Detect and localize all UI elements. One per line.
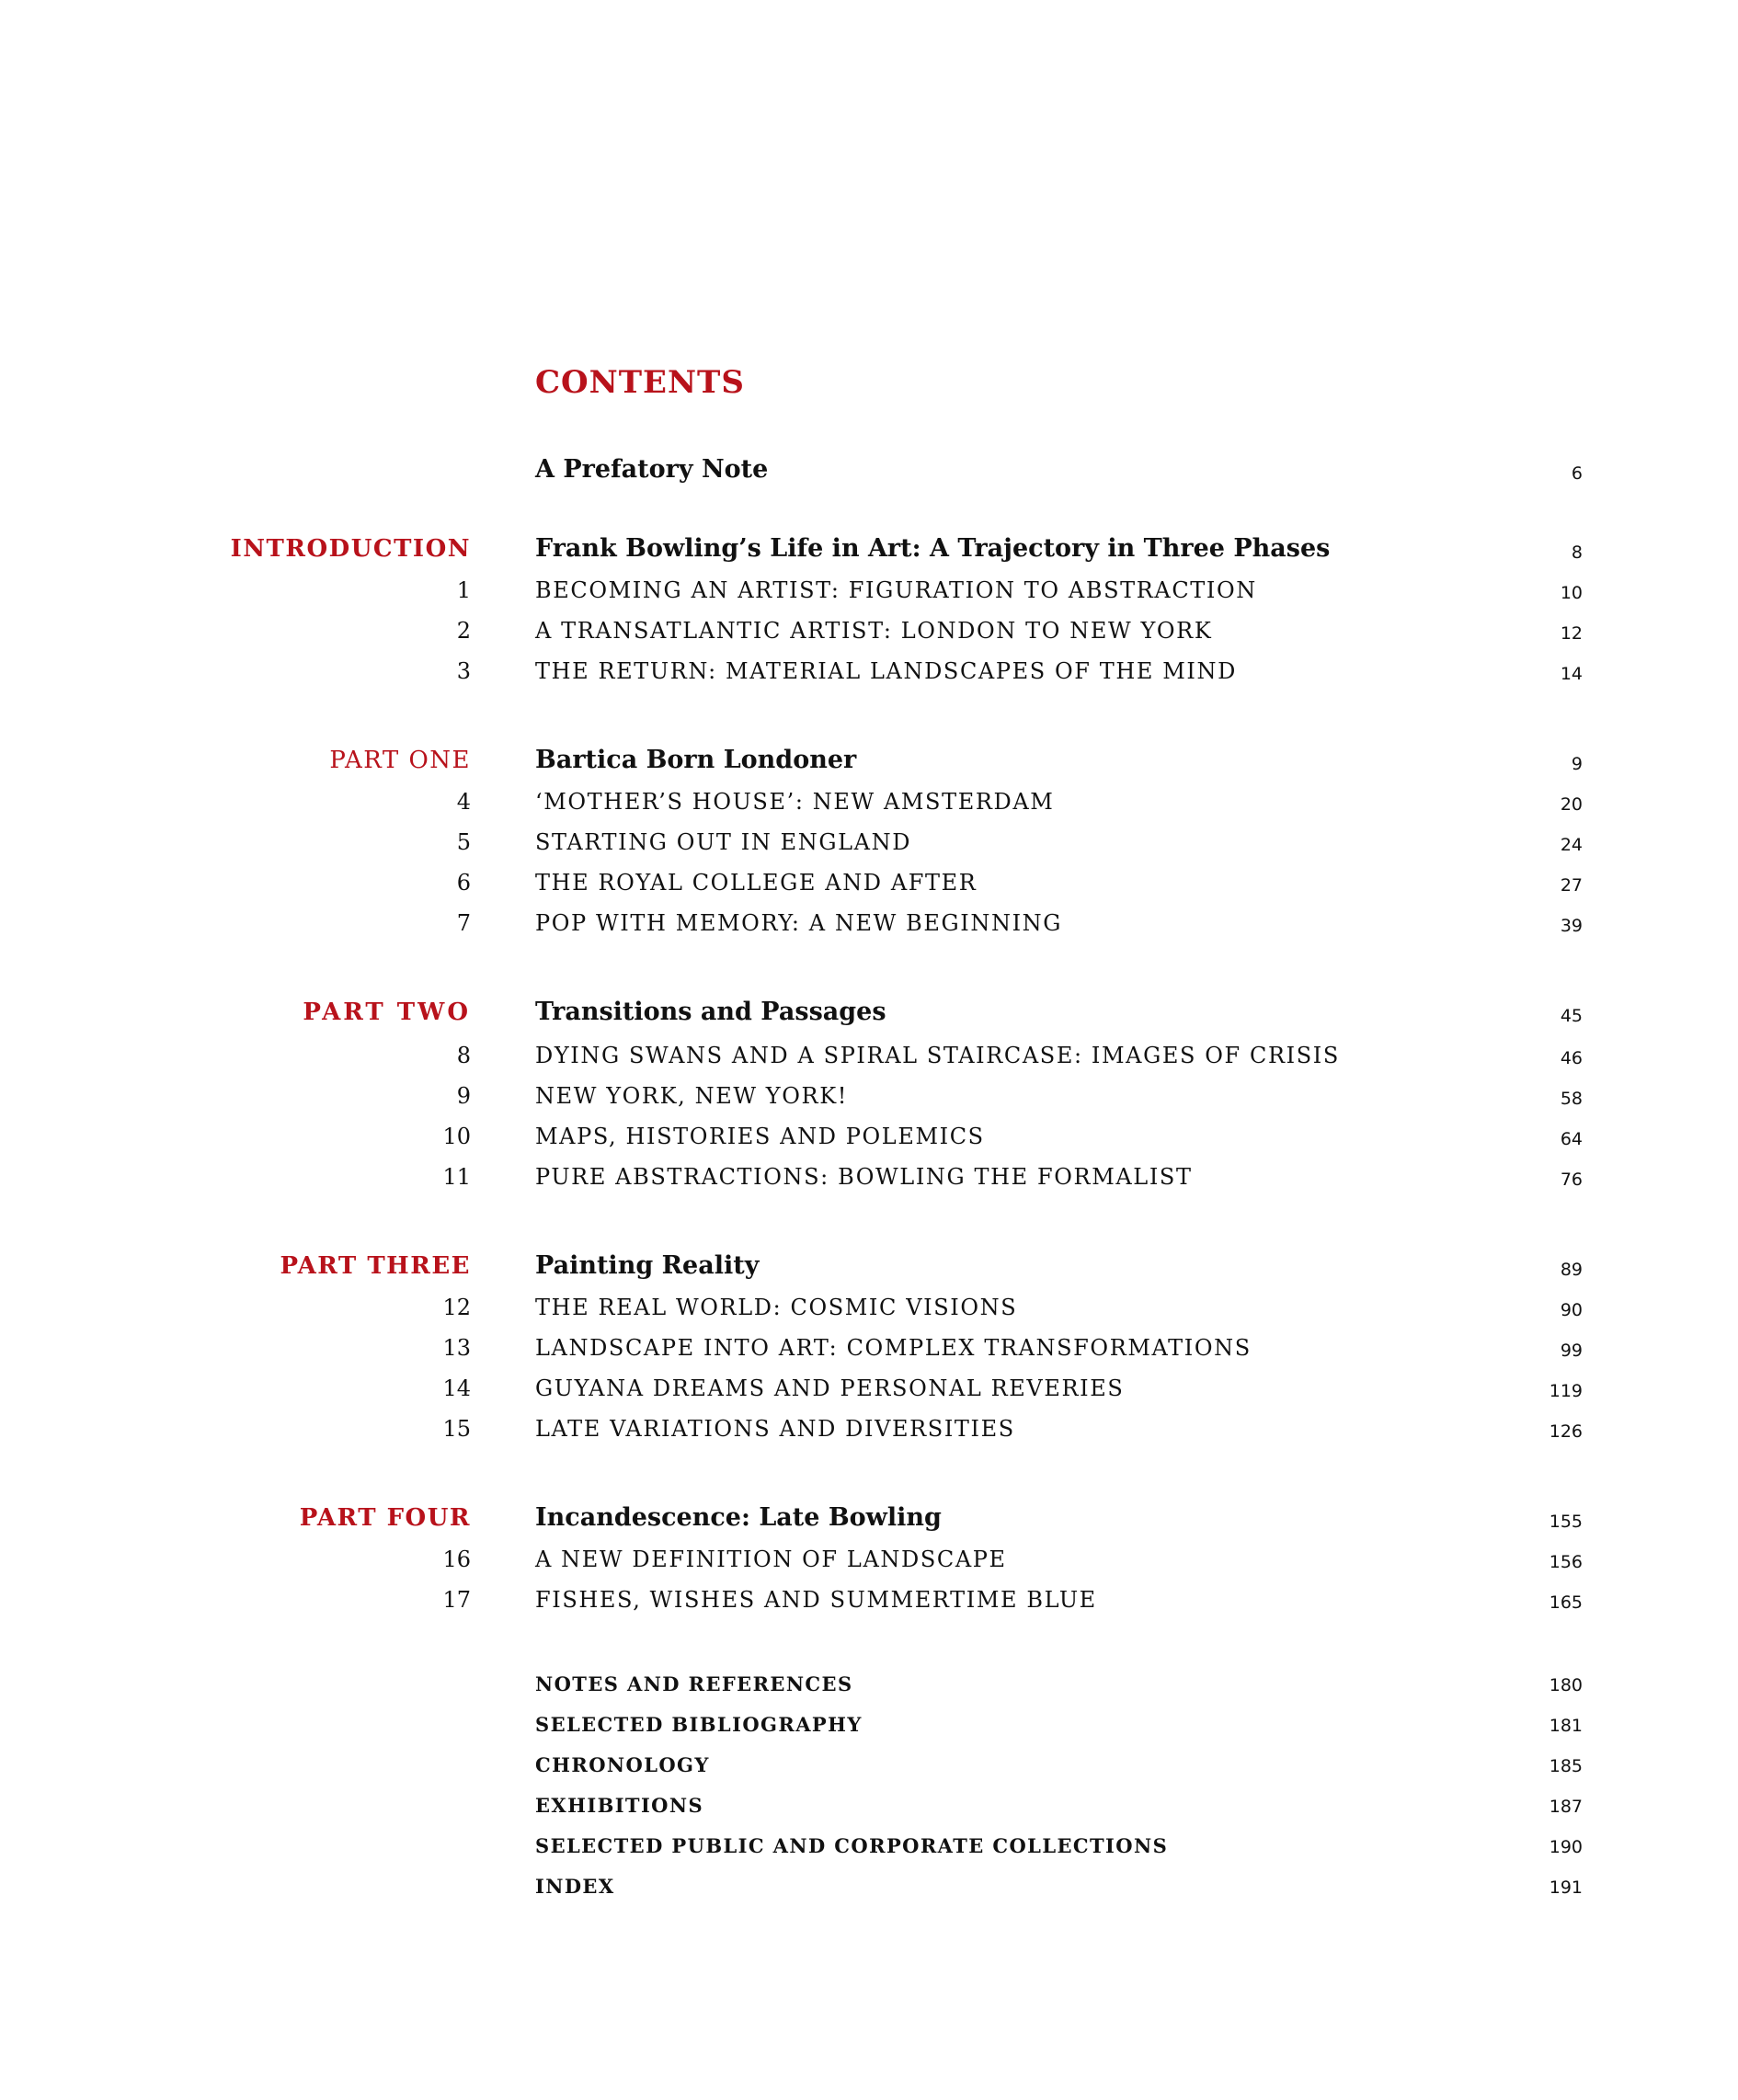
toc-row-section-introduction[interactable] — [0, 528, 1738, 568]
section-page-number: 45 — [1560, 1006, 1583, 1026]
chapter-page-number: 119 — [1549, 1381, 1583, 1401]
toc-row-prefatory[interactable] — [0, 449, 1738, 489]
chapter-page-number: 20 — [1560, 794, 1583, 815]
section-title: Transitions and Passages — [535, 998, 886, 1026]
section-label: PART ONE — [329, 747, 471, 774]
chapter-page-number: 90 — [1560, 1300, 1583, 1320]
back-matter-title: SELECTED BIBLIOGRAPHY — [535, 1713, 863, 1736]
chapter-page-number: 14 — [1560, 664, 1583, 684]
chapter-number: 4 — [456, 789, 471, 815]
toc-row-section-part-two[interactable] — [0, 991, 1738, 1032]
back-matter-title: INDEX — [535, 1875, 615, 1898]
chapter-title: A TRANSATLANTIC ARTIST: LONDON TO NEW YORK — [535, 618, 1213, 644]
chapter-number: 2 — [456, 618, 471, 644]
contents-heading: CONTENTS — [535, 364, 745, 401]
toc-row-chapter[interactable] — [0, 1033, 1738, 1074]
toc-row-back-matter[interactable] — [0, 1741, 1738, 1782]
chapter-title: THE RETURN: MATERIAL LANDSCAPES OF THE MIND — [535, 658, 1237, 684]
toc-row-back-matter[interactable] — [0, 1822, 1738, 1863]
chapter-number: 5 — [456, 829, 471, 855]
chapter-page-number: 126 — [1549, 1421, 1583, 1442]
toc-row-chapter[interactable] — [0, 1407, 1738, 1447]
chapter-title: FISHES, WISHES AND SUMMERTIME BLUE — [535, 1587, 1097, 1613]
chapter-title: MAPS, HISTORIES AND POLEMICS — [535, 1124, 985, 1149]
section-label: PART TWO — [303, 999, 471, 1026]
chapter-number: 7 — [456, 910, 471, 936]
toc-row-section-part-three[interactable] — [0, 1245, 1738, 1285]
toc-row-chapter[interactable] — [0, 1074, 1738, 1114]
chapter-page-number: 165 — [1549, 1592, 1583, 1613]
chapter-page-number: 46 — [1560, 1048, 1583, 1068]
chapter-title: GUYANA DREAMS AND PERSONAL REVERIES — [535, 1375, 1125, 1401]
toc-row-chapter[interactable] — [0, 820, 1738, 861]
toc-row-chapter[interactable] — [0, 1578, 1738, 1618]
chapter-number: 13 — [442, 1335, 471, 1361]
chapter-title: ‘MOTHER’S HOUSE’: NEW AMSTERDAM — [535, 789, 1055, 815]
back-matter-page-number: 181 — [1549, 1716, 1583, 1736]
toc-row-section-part-one[interactable] — [0, 739, 1738, 780]
chapter-page-number: 12 — [1560, 623, 1583, 644]
chapter-title: PURE ABSTRACTIONS: BOWLING THE FORMALIST — [535, 1164, 1193, 1190]
chapter-title: A NEW DEFINITION OF LANDSCAPE — [535, 1546, 1007, 1572]
chapter-title: POP WITH MEMORY: A NEW BEGINNING — [535, 910, 1063, 936]
chapter-number: 9 — [456, 1083, 471, 1109]
chapter-title: NEW YORK, NEW YORK! — [535, 1083, 848, 1109]
toc-row-back-matter[interactable] — [0, 1782, 1738, 1822]
chapter-number: 10 — [442, 1124, 471, 1149]
section-label: INTRODUCTION — [230, 535, 471, 563]
section-page-number: 155 — [1549, 1512, 1583, 1532]
chapter-number: 8 — [456, 1043, 471, 1068]
chapter-title: THE ROYAL COLLEGE AND AFTER — [535, 870, 978, 896]
chapter-page-number: 10 — [1560, 583, 1583, 603]
chapter-title: THE REAL WORLD: COSMIC VISIONS — [535, 1295, 1018, 1320]
back-matter-page-number: 185 — [1549, 1756, 1583, 1776]
chapter-number: 11 — [442, 1164, 471, 1190]
chapter-page-number: 64 — [1560, 1129, 1583, 1149]
chapter-number: 6 — [456, 870, 471, 896]
section-title: Incandescence: Late Bowling — [535, 1503, 942, 1532]
toc-row-section-part-four[interactable] — [0, 1497, 1738, 1537]
prefatory-page-number: 6 — [1571, 463, 1583, 484]
toc-row-back-matter[interactable] — [0, 1863, 1738, 1903]
back-matter-title: CHRONOLOGY — [535, 1753, 710, 1776]
section-title: Painting Reality — [535, 1251, 760, 1280]
toc-row-chapter[interactable] — [0, 1326, 1738, 1366]
toc-row-chapter[interactable] — [0, 1285, 1738, 1326]
chapter-title: BECOMING AN ARTIST: FIGURATION TO ABSTRACTION — [535, 577, 1257, 603]
toc-row-chapter[interactable] — [0, 780, 1738, 820]
chapter-number: 1 — [456, 577, 471, 603]
section-page-number: 9 — [1571, 754, 1583, 774]
chapter-title: LANDSCAPE INTO ART: COMPLEX TRANSFORMATIONS — [535, 1335, 1252, 1361]
back-matter-title: NOTES AND REFERENCES — [535, 1672, 853, 1695]
toc-row-chapter[interactable] — [0, 1114, 1738, 1155]
section-title: Bartica Born Londoner — [535, 746, 857, 774]
chapter-page-number: 58 — [1560, 1089, 1583, 1109]
back-matter-page-number: 187 — [1549, 1797, 1583, 1817]
section-page-number: 89 — [1560, 1260, 1583, 1280]
chapter-title: LATE VARIATIONS AND DIVERSITIES — [535, 1416, 1015, 1442]
chapter-page-number: 156 — [1549, 1552, 1583, 1572]
chapter-number: 12 — [442, 1295, 471, 1320]
toc-row-chapter[interactable] — [0, 901, 1738, 942]
section-title: Frank Bowling’s Life in Art: A Trajectory in Three Phases — [535, 534, 1331, 563]
chapter-number: 14 — [442, 1375, 471, 1401]
chapter-page-number: 99 — [1560, 1341, 1583, 1361]
toc-row-chapter[interactable] — [0, 609, 1738, 649]
toc-row-chapter[interactable] — [0, 861, 1738, 901]
chapter-number: 17 — [442, 1587, 471, 1613]
toc-row-chapter[interactable] — [0, 649, 1738, 690]
toc-row-chapter[interactable] — [0, 568, 1738, 609]
toc-row-back-matter[interactable] — [0, 1701, 1738, 1741]
chapter-number: 3 — [456, 658, 471, 684]
chapter-page-number: 39 — [1560, 916, 1583, 936]
back-matter-title: EXHIBITIONS — [535, 1794, 704, 1817]
section-label: PART THREE — [280, 1252, 471, 1280]
toc-row-chapter[interactable] — [0, 1155, 1738, 1195]
prefatory-title: A Prefatory Note — [535, 455, 769, 484]
chapter-title: DYING SWANS AND A SPIRAL STAIRCASE: IMAGES OF CRISIS — [535, 1043, 1340, 1068]
chapter-number: 16 — [442, 1546, 471, 1572]
chapter-page-number: 27 — [1560, 875, 1583, 896]
chapter-page-number: 24 — [1560, 835, 1583, 855]
chapter-title: STARTING OUT IN ENGLAND — [535, 829, 912, 855]
chapter-page-number: 76 — [1560, 1170, 1583, 1190]
section-label: PART FOUR — [299, 1504, 471, 1532]
back-matter-page-number: 180 — [1549, 1675, 1583, 1695]
back-matter-page-number: 191 — [1549, 1877, 1583, 1898]
chapter-number: 15 — [442, 1416, 471, 1442]
back-matter-page-number: 190 — [1549, 1837, 1583, 1857]
section-page-number: 8 — [1571, 542, 1583, 563]
back-matter-title: SELECTED PUBLIC AND CORPORATE COLLECTIONS — [535, 1834, 1169, 1857]
toc-row-back-matter[interactable] — [0, 1661, 1738, 1701]
toc-row-chapter[interactable] — [0, 1537, 1738, 1578]
toc-row-chapter[interactable] — [0, 1366, 1738, 1407]
